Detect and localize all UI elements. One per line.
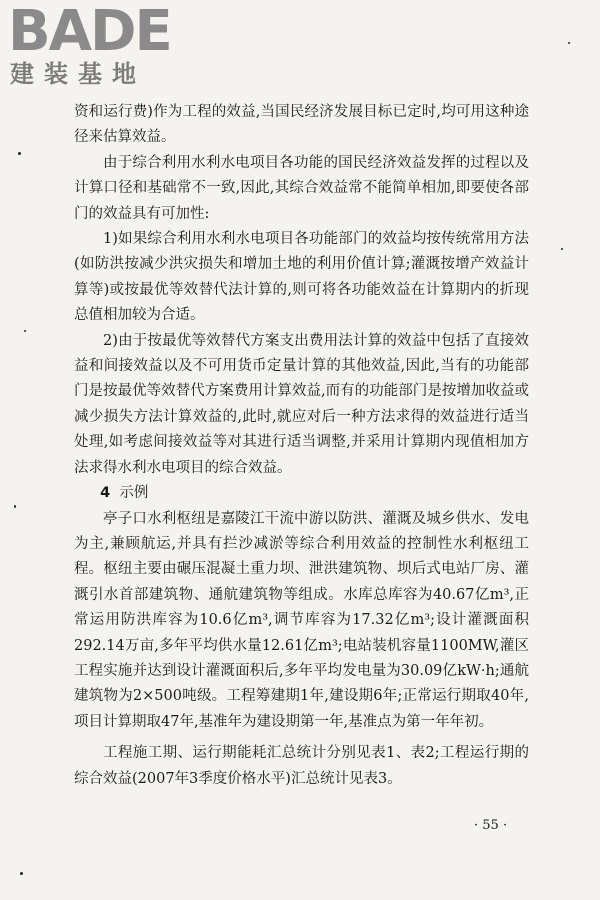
paragraph-additivity: 由于综合利用水利水电项目各功能的国民经济效益发挥的过程以及计算口径和基础常不一致,因此,其综合效益常不能简单相加,即要使各部门的效益具有可加性:	[74, 154, 529, 222]
logo-subtitle: 建装基地	[10, 60, 146, 88]
paragraph-item-1: 1)如果综合利用水利水电项目各功能部门的效益均按传统常用方法(如防洪按减少洪灾损失和增加土地的利用价值计算;灌溉按增产效益计算等)或按最优等效替代法计算的,则可将各功能效益在计算期内的折现总值相加较为合适。	[74, 231, 529, 324]
scan-speck	[24, 330, 26, 332]
scan-speck	[14, 505, 16, 508]
scan-speck	[568, 42, 570, 44]
paragraph-example: 亭子口水利枢纽是嘉陵江干流中游以防洪、灌溉及城乡供水、发电为主,兼顾航运,并具有拦沙减淤等综合利用效益的控制性水利枢纽工程。枢纽主要由碾压混凝土重力坝、泄洪建筑物、坝后式电站厂房、灌溉引水首部建筑物、通航建筑物等组成。水库总库容为40.67亿m³,正常运用防洪库容为10.6亿m³,调节库容为17.32亿m³;设计灌溉面积292.14万亩,多年平均供水量12.61亿m³;电站装机容量1100MW,灌区工程实施并达到设计灌溉面积后,多年平均发电量为30.09亿kW·h;通航建筑物为2×500吨级。工程筹建期1年,建设期6年;正常运行期取40年,项目计算期取47年,基准年为建设期第一年,基准点为第一年年初。	[74, 510, 529, 730]
scan-speck	[20, 872, 23, 875]
paragraph-continuation: 资和运行费)作为工程的效益,当国民经济发展目标已定时,均可用这种途径来估算效益。	[74, 104, 529, 146]
logo-brand-text: BADE	[8, 0, 171, 64]
section-heading	[74, 481, 529, 506]
bade-logo	[8, 2, 183, 90]
section-title: 示例	[119, 485, 149, 502]
paragraph-item-2: 2)由于按最优等效替代方案支出费用法计算的效益中包括了直接效益和间接效益以及不可用货币定量计算的其他效益,因此,当有的功能部门是按最优等效替代方案费用计算效益,而有的功能部门是按增加收益或减少损失方法计算效益的,此时,就应对后一种方法求得的效益进行适当处理,如考虑间接效益等对其进行适当调整,并采用计算期内现值相加方法求得水利水电项目的综合效益。	[74, 332, 529, 476]
section-number: 4	[100, 485, 111, 502]
scan-speck	[561, 248, 563, 250]
scan-speck	[18, 152, 21, 155]
document-body	[74, 100, 529, 792]
page-number: · 55 ·	[474, 818, 508, 833]
paragraph-tables: 工程施工期、运行期能耗汇总统计分别见表1、表2;工程运行期的综合效益(2007年3季度价格水平)汇总统计见表3。	[74, 745, 529, 787]
